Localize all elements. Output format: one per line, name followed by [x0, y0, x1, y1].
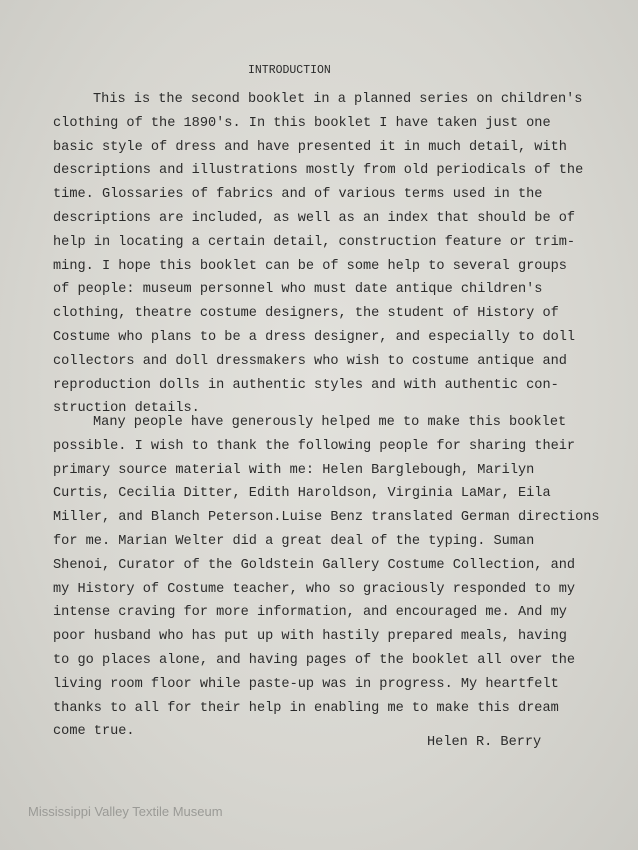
- text-line: This is the second booklet in a planned series on children's: [93, 92, 583, 107]
- text-line: of people: museum personnel who must date antique children's: [53, 282, 543, 298]
- text-line: Costume who plans to be a dress designer, and especially to doll: [53, 329, 576, 345]
- text-line: basic style of dress and have presented it in much detail, with: [53, 139, 567, 155]
- text-line: living room floor while paste-up was in progress. My heartfelt: [53, 676, 559, 692]
- text-line: time. Glossaries of fabrics and of various terms used in the: [53, 187, 543, 203]
- text-line: Shenoi, Curator of the Goldstein Gallery Costume Collection, and: [53, 557, 576, 573]
- text-line: poor husband who has put up with hastily prepared meals, having: [53, 629, 567, 645]
- text-line: Curtis, Cecilia Ditter, Edith Haroldson, Virginia LaMar, Eila: [53, 486, 551, 502]
- text-line: reproduction dolls in authentic styles and with authentic con-: [53, 377, 559, 393]
- text-line: descriptions are included, as well as an index that should be of: [53, 210, 576, 226]
- text-line: clothing, theatre costume designers, the student of History of: [53, 306, 559, 322]
- text-line: to go places alone, and having pages of the booklet all over the: [53, 652, 576, 668]
- paragraph-1: [53, 88, 593, 421]
- text-line: Many people have generously helped me to make this booklet: [93, 415, 567, 430]
- text-line: Miller, and Blanch Peterson.Luise Benz translated German directions: [53, 510, 600, 526]
- text-line: descriptions and illustrations mostly from old periodicals of the: [53, 163, 584, 179]
- text-line: ming. I hope this booklet can be of some help to several groups: [53, 258, 567, 274]
- text-line: possible. I wish to thank the following people for sharing their: [53, 438, 576, 454]
- signature: Helen R. Berry: [427, 735, 542, 750]
- paragraph-2: [53, 411, 600, 744]
- text-line: struction details.: [53, 401, 200, 417]
- text-line: come true.: [53, 724, 135, 740]
- text-line: for me. Marian Welter did a great deal of the typing. Suman: [53, 533, 535, 549]
- text-line: clothing of the 1890's. In this booklet I have taken just one: [53, 115, 551, 131]
- watermark: Mississippi Valley Textile Museum: [28, 804, 223, 819]
- text-line: collectors and doll dressmakers who wish to costume antique and: [53, 353, 567, 369]
- text-line: help in locating a certain detail, construction feature or trim-: [53, 234, 576, 250]
- text-line: my History of Costume teacher, who so graciously responded to my: [53, 581, 576, 597]
- text-line: primary source material with me: Helen Barglebough, Marilyn: [53, 462, 535, 478]
- text-line: thanks to all for their help in enabling me to make this dream: [53, 700, 559, 716]
- page-title: INTRODUCTION: [248, 64, 331, 77]
- text-line: intense craving for more information, and encouraged me. And my: [53, 605, 567, 621]
